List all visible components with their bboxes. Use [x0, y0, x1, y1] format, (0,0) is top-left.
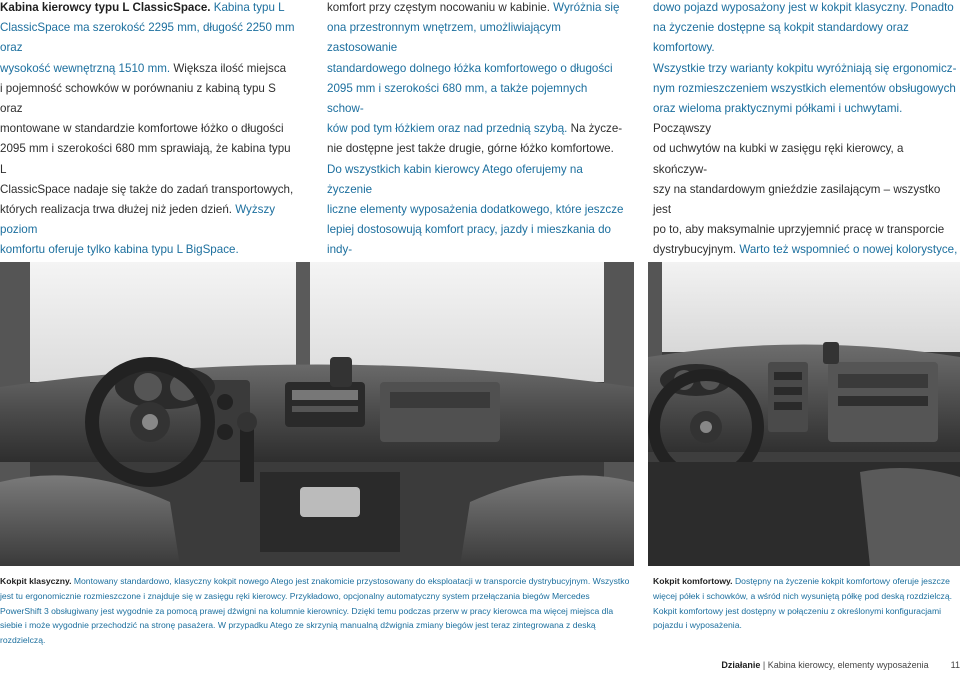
caption-classic-cockpit-text: Montowany standardowo, klasyczny kokpit nowego Atego jest znakomicie przystosowany do eksploatacji w transporcie dystrybucyjnym. Wszystko jest tu ergonomicznie rozmieszczone i znajduje się w zasięgu ręki kierowcy. Przykładowo, opcjonalny automatyczny system przełączania biegów Mercedes PowerShift 3 obsługiwany jest wygodnie za pomocą prawej dźwigni na kolumnie kierownicy. Dzięki temu podczas przerw w pracy kierowca ma więcej miejsca dla siebie i może wygodnie przechodzić na stronę pasażera. W przypadku Atego ze skrzynią manualną dźwignia zmiany biegów jest teraz zintegrowana z deską rozdzielczą.: [0, 576, 630, 646]
caption-comfort-cockpit-text: Dostępny na życzenie kokpit komfortowy oferuje jeszcze więcej półek i schowków, a wśród nich wysuniętą półkę pod deską rozdzielczą. Kokpit komfortowy jest dostępny w połączeniu z określonymi konfiguracjami pojazdu i wyposażenia.: [653, 576, 953, 631]
heading-classicspace: Kabina kierowcy typu L ClassicSpace.: [0, 1, 211, 14]
classic-cockpit-photo: [0, 262, 634, 566]
footer-separator: |: [760, 660, 768, 670]
classic-cockpit-illustration: [0, 262, 634, 566]
page-footer: [560, 660, 960, 670]
page-number: 11: [950, 660, 960, 670]
paragraph-cockpit-variants-cont: dowo pojazd wyposażony jest w kokpit klasyczny. Ponadto na życzenie dostępne są kokpit standardowy oraz komfortowy. Wszystkie trzy warianty kokpitu wyróżniają się ergonomicz- nym rozmieszczeniem wszystkich elementów obsługowych oraz wieloma praktycznymi półkami i uchwytami. Począwszy od uchwytów na kubki w zasięgu ręki kierowcy, a skończyw- szy na standardowym gnieździe zasilającym – wszystko jest po to, aby maksymalnie uprzyjemnić pracę w transporcie dystrybucyjnym. Warto też wspomnieć o nowej kolorystyce,: [653, 1, 958, 257]
caption-comfort-cockpit: [653, 574, 959, 633]
comfort-cockpit-illustration: [648, 262, 960, 566]
caption-comfort-cockpit-head: Kokpit komfortowy.: [653, 576, 733, 586]
paragraph-classicspace: Kabina kierowcy typu L ClassicSpace. Kabina typu L ClassicSpace ma szerokość 2295 mm, długość 2250 mm oraz wysokość wewnętrzną 1510 mm. Większa ilość miejsca i pojemność schowków w porównaniu z kabiną typu S oraz montowane w standardzie komfortowe łóżko o długości 2095 mm i szerokości 680 mm sprawiają, że kabina typu L ClassicSpace nadaje się także do zadań transportowych, których realizacja trwa dłużej niż jeden dzień. Wyższy poziom komfortu oferuje tylko kabina typu L BigSpace.: [0, 1, 295, 257]
paragraph-bigspace-cont: komfort przy częstym nocowaniu w kabinie. Wyróżnia się ona przestronnym wnętrzem, umożliwiającym zastosowanie standardowego dolnego łóżka komfortowego o długości 2095 mm i szerokości 680 mm, a także pojemnych schow- ków pod tym łóżkiem oraz nad przednią szybą. Na życze- nie dostępne jest także drugie, górne łóżko komfortowe. Do wszystkich kabin kierowcy Atego oferujemy na życzenie liczne elementy wyposażenia dodatkowego, które jeszcze lepiej dostosowują komfort pracy, jazdy i mieszkania do indy-: [327, 1, 624, 257]
footer-subtitle: Kabina kierowcy, elementy wyposażenia: [767, 660, 929, 670]
caption-classic-cockpit-head: Kokpit klasyczny.: [0, 576, 72, 586]
comfort-cockpit-photo: [648, 262, 960, 566]
caption-classic-cockpit: [0, 574, 632, 648]
footer-section: Działanie: [721, 660, 761, 670]
